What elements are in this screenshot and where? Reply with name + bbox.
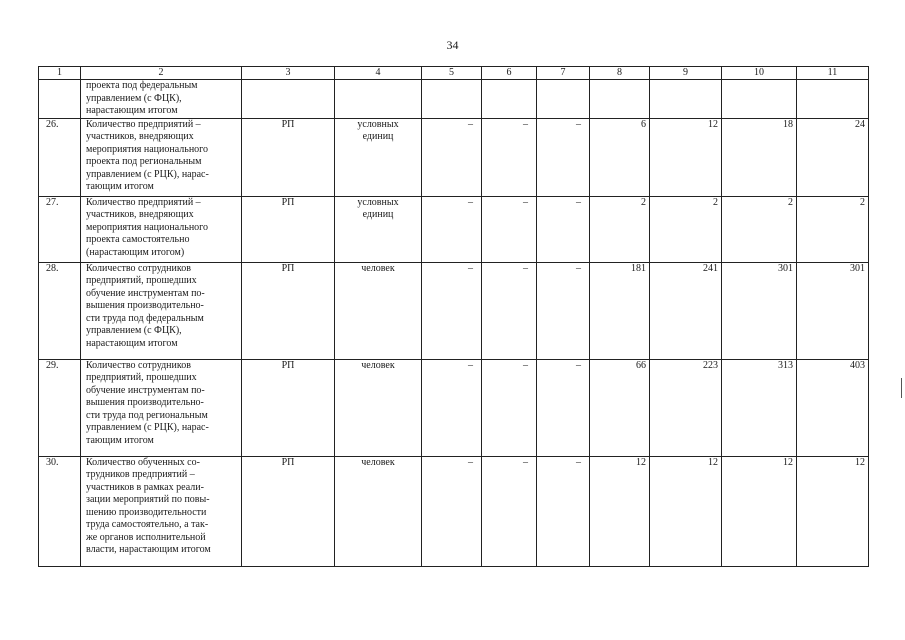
unit-cell: [335, 262, 422, 359]
value-cell-11: 403: [797, 359, 869, 456]
value-cell-5: –: [422, 118, 482, 196]
unit-line: условных: [357, 196, 399, 208]
value-cell-8: 2: [590, 196, 650, 262]
indicator-name-line: управлением (с РЦК), нарас-: [86, 422, 209, 433]
unit-cell: [335, 359, 422, 456]
value-cell-10: 301: [722, 262, 797, 359]
indicator-name-line: Количество предприятий –: [86, 118, 201, 130]
value-cell-10: 313: [722, 359, 797, 456]
indicator-name-line: нарастающим итогом: [86, 337, 178, 349]
value-cell-10: [722, 80, 797, 119]
value-cell-9: 12: [650, 118, 722, 196]
value-cell-6: [482, 80, 537, 119]
indicator-name: [81, 262, 242, 359]
value-cell-6: –: [482, 196, 537, 262]
source-cell: РП: [242, 118, 335, 196]
value-cell-11: 301: [797, 262, 869, 359]
column-header: 3: [242, 67, 335, 80]
column-header: 11: [797, 67, 869, 80]
indicator-name-line: же органов исполнительной: [86, 531, 206, 543]
value-cell-6: –: [482, 456, 537, 566]
column-header: 4: [335, 67, 422, 80]
unit-line: условных: [357, 118, 399, 130]
indicator-name-line: управлением (с ФЦК),: [86, 92, 182, 104]
value-cell-10: 18: [722, 118, 797, 196]
indicator-name: [81, 359, 242, 456]
column-header: 2: [81, 67, 242, 80]
indicator-name-line: вышения производительно-: [86, 397, 204, 408]
unit-line: человек: [361, 359, 395, 371]
table-row: [39, 196, 869, 262]
indicator-name-line: управлением (с РЦК), нарас-: [86, 168, 209, 180]
column-header: 10: [722, 67, 797, 80]
value-cell-5: –: [422, 359, 482, 456]
unit-cell: [335, 196, 422, 262]
value-cell-8: [590, 80, 650, 119]
row-number: 27.: [39, 196, 81, 262]
indicator-name: [81, 118, 242, 196]
table-row: [39, 456, 869, 566]
value-cell-8: 12: [590, 456, 650, 566]
value-cell-8: 66: [590, 359, 650, 456]
indicator-name: [81, 456, 242, 566]
indicator-name-line: тающим итогом: [86, 434, 154, 446]
indicator-name-line: проекта под федеральным: [86, 80, 198, 91]
indicator-name-line: мероприятия национального: [86, 143, 209, 155]
indicator-name-line: управлением (с ФЦК),: [86, 325, 182, 336]
value-cell-6: –: [482, 262, 537, 359]
column-header: 8: [590, 67, 650, 80]
value-cell-7: –: [537, 118, 590, 196]
value-cell-11: 12: [797, 456, 869, 566]
unit-line: человек: [361, 456, 395, 468]
value-cell-7: –: [537, 196, 590, 262]
value-cell-7: [537, 80, 590, 119]
table-row: [39, 80, 869, 119]
indicator-name-line: участников, внедряющих: [86, 131, 194, 142]
table-row: [39, 359, 869, 456]
table-row: [39, 118, 869, 196]
source-cell: [242, 80, 335, 119]
indicators-table: [38, 66, 869, 567]
indicator-name: [81, 80, 242, 119]
indicator-name-line: Количество предприятий –: [86, 196, 201, 208]
indicator-name-line: шению производительности: [86, 506, 207, 518]
unit-cell: [335, 118, 422, 196]
value-cell-11: 2: [797, 196, 869, 262]
value-cell-7: –: [537, 359, 590, 456]
value-cell-5: –: [422, 262, 482, 359]
column-header: 1: [39, 67, 81, 80]
column-header: 7: [537, 67, 590, 80]
value-cell-11: 24: [797, 118, 869, 196]
indicator-name-line: обучение инструментам по-: [86, 287, 205, 299]
indicator-name-line: проекта самостоятельно: [86, 234, 190, 245]
indicator-name-line: нарастающим итогом: [86, 105, 178, 116]
indicator-name-line: тающим итогом: [86, 181, 154, 192]
indicator-name-line: Количество сотрудников: [86, 262, 191, 274]
unit-line: человек: [361, 262, 395, 274]
unit-line: единиц: [362, 209, 394, 220]
indicator-name-line: проекта под региональным: [86, 156, 202, 167]
source-cell: РП: [242, 359, 335, 456]
unit-cell: [335, 80, 422, 119]
source-cell: РП: [242, 262, 335, 359]
indicator-name-line: зации мероприятий по повы-: [86, 494, 210, 505]
value-cell-10: 2: [722, 196, 797, 262]
value-cell-5: –: [422, 456, 482, 566]
page-number: 34: [446, 38, 459, 52]
value-cell-5: [422, 80, 482, 119]
indicator-name-line: предприятий, прошедших: [86, 275, 197, 286]
value-cell-8: 181: [590, 262, 650, 359]
value-cell-10: 12: [722, 456, 797, 566]
value-cell-9: 2: [650, 196, 722, 262]
column-header: 6: [482, 67, 537, 80]
column-header: 9: [650, 67, 722, 80]
value-cell-6: –: [482, 359, 537, 456]
row-number: 28.: [39, 262, 81, 359]
value-cell-7: –: [537, 456, 590, 566]
value-cell-7: –: [537, 262, 590, 359]
unit-cell: [335, 456, 422, 566]
indicator-name-line: трудников предприятий –: [86, 469, 195, 480]
indicator-name-line: вышения производительно-: [86, 300, 204, 311]
value-cell-9: 223: [650, 359, 722, 456]
value-cell-9: 241: [650, 262, 722, 359]
unit-line: единиц: [362, 131, 394, 142]
indicator-name: [81, 196, 242, 262]
column-header: 5: [422, 67, 482, 80]
source-cell: РП: [242, 456, 335, 566]
row-number: 29.: [39, 359, 81, 456]
table-row: [39, 262, 869, 359]
indicator-name-line: обучение инструментам по-: [86, 384, 205, 396]
indicator-name-line: мероприятия национального: [86, 221, 209, 233]
indicator-name-line: сти труда под федеральным: [86, 312, 204, 324]
row-number: 26.: [39, 118, 81, 196]
indicator-name-line: труда самостоятельно, а так-: [86, 519, 209, 530]
indicator-name-line: власти, нарастающим итогом: [86, 544, 211, 555]
value-cell-9: 12: [650, 456, 722, 566]
row-number: 30.: [39, 456, 81, 566]
indicator-name-line: (нарастающим итогом): [86, 246, 185, 258]
value-cell-5: –: [422, 196, 482, 262]
value-cell-9: [650, 80, 722, 119]
value-cell-6: –: [482, 118, 537, 196]
indicator-name-line: Количество сотрудников: [86, 359, 191, 371]
table-body: [39, 80, 869, 567]
indicator-name-line: участников в рамках реали-: [86, 481, 204, 493]
table-header-row: [39, 67, 869, 80]
indicator-name-line: предприятий, прошедших: [86, 372, 197, 383]
indicator-name-line: сти труда под региональным: [86, 409, 208, 421]
value-cell-11: [797, 80, 869, 119]
row-number: [39, 80, 81, 119]
value-cell-8: 6: [590, 118, 650, 196]
indicator-name-line: участников, внедряющих: [86, 209, 194, 220]
margin-mark: [901, 378, 902, 398]
source-cell: РП: [242, 196, 335, 262]
indicator-name-line: Количество обученных со-: [86, 456, 200, 468]
